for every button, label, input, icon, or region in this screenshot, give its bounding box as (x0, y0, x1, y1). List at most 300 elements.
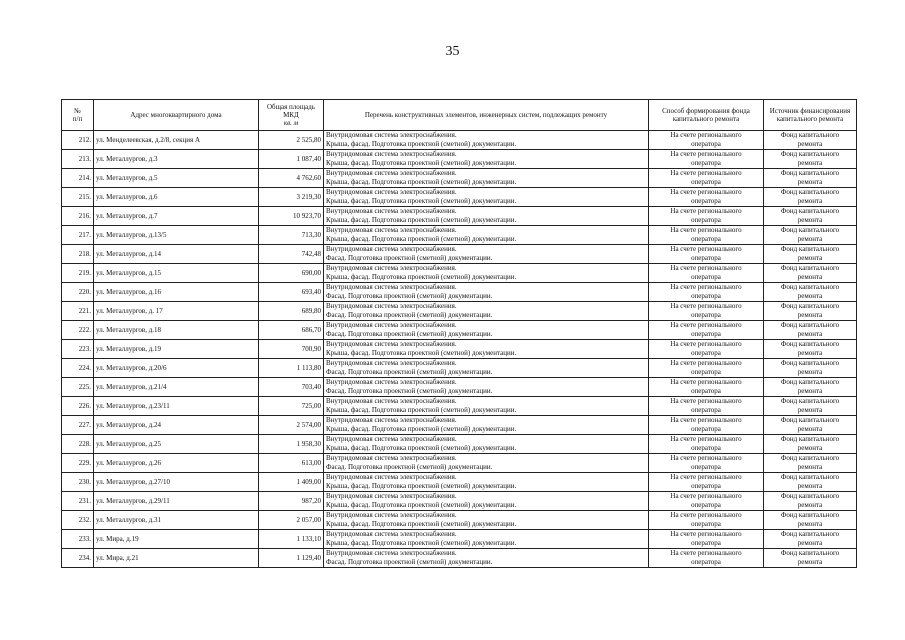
row-source-line1: Фонд капитального (780, 416, 840, 424)
row-method-line2: оператора (691, 197, 721, 205)
row-method-line1: На счете регионального (670, 359, 742, 367)
row-source (764, 264, 857, 283)
row-method (649, 378, 764, 397)
header-works: Перечень конструктивных элементов, инженерных систем, подлежащих ремонту (324, 100, 649, 131)
row-works-line2: Крыша, фасад. Подготовка проектной (сметной) документации. (326, 140, 517, 148)
header-source: Источник финансирования капитального ремонта (764, 100, 857, 131)
row-works-line1: Внутридомовая система электроснабжения. (326, 321, 457, 329)
row-source-line2: ремонта (797, 178, 823, 186)
table-row (62, 435, 857, 454)
row-area: 2 574,00 (259, 416, 324, 435)
row-address: ул. Металлургов, д.31 (94, 511, 259, 530)
row-works (324, 169, 649, 188)
row-address: ул. Металлургов, д.3 (94, 150, 259, 169)
row-method (649, 245, 764, 264)
row-method (649, 473, 764, 492)
row-works-line1: Внутридомовая система электроснабжения. (326, 340, 457, 348)
row-area: 1 958,30 (259, 435, 324, 454)
row-method-line1: На счете регионального (670, 150, 742, 158)
table-row (62, 321, 857, 340)
row-source-line2: ремонта (797, 330, 823, 338)
row-method-line2: оператора (691, 159, 721, 167)
table-row (62, 511, 857, 530)
table-row (62, 226, 857, 245)
row-method-line2: оператора (691, 482, 721, 490)
row-works-line2: Крыша, фасад. Подготовка проектной (сметной) документации. (326, 406, 517, 414)
row-num: 218. (62, 245, 94, 264)
row-area: 1 087,40 (259, 150, 324, 169)
row-source-line1: Фонд капитального (780, 340, 840, 348)
row-address: ул. Металлургов, д.5 (94, 169, 259, 188)
row-works-line2: Крыша, фасад. Подготовка проектной (сметной) документации. (326, 501, 517, 509)
row-source (764, 359, 857, 378)
row-area: 987,20 (259, 492, 324, 511)
row-address: ул. Металлургов, д.18 (94, 321, 259, 340)
row-source-line2: ремонта (797, 444, 823, 452)
row-method (649, 264, 764, 283)
row-source-line2: ремонта (797, 197, 823, 205)
row-num: 224. (62, 359, 94, 378)
row-method (649, 359, 764, 378)
row-works-line2: Фасад. Подготовка проектной (сметной) документации. (326, 558, 493, 566)
row-method (649, 435, 764, 454)
table-row (62, 283, 857, 302)
row-method-line1: На счете регионального (670, 530, 742, 538)
row-num: 230. (62, 473, 94, 492)
row-method (649, 207, 764, 226)
row-works (324, 435, 649, 454)
row-works-line1: Внутридомовая система электроснабжения. (326, 207, 457, 215)
row-method (649, 226, 764, 245)
row-address: ул. Металлургов, д.6 (94, 188, 259, 207)
row-method-line1: На счете регионального (670, 226, 742, 234)
row-address: ул. Металлургов, д.13/5 (94, 226, 259, 245)
row-method-line2: оператора (691, 292, 721, 300)
row-source (764, 283, 857, 302)
row-method-line2: оператора (691, 330, 721, 338)
row-area: 2 525,80 (259, 131, 324, 150)
row-method-line2: оператора (691, 368, 721, 376)
row-source-line1: Фонд капитального (780, 378, 840, 386)
row-source-line2: ремонта (797, 254, 823, 262)
row-method-line1: На счете регионального (670, 283, 742, 291)
row-address: ул. Металлургов, д.23/11 (94, 397, 259, 416)
row-method-line1: На счете регионального (670, 511, 742, 519)
row-works-line2: Фасад. Подготовка проектной (сметной) документации. (326, 254, 493, 262)
table-row (62, 131, 857, 150)
repair-register-table (61, 99, 857, 568)
table-row (62, 397, 857, 416)
row-method-line2: оператора (691, 501, 721, 509)
row-source-line1: Фонд капитального (780, 283, 840, 291)
row-works-line2: Крыша, фасад. Подготовка проектной (сметной) документации. (326, 216, 517, 224)
row-address: ул. Металлургов, д.26 (94, 454, 259, 473)
row-method (649, 492, 764, 511)
row-area: 742,48 (259, 245, 324, 264)
row-works-line2: Крыша, фасад. Подготовка проектной (сметной) документации. (326, 197, 517, 205)
row-source (764, 245, 857, 264)
row-area: 700,90 (259, 340, 324, 359)
row-works (324, 397, 649, 416)
table-row (62, 359, 857, 378)
row-works-line2: Крыша, фасад. Подготовка проектной (сметной) документации. (326, 159, 517, 167)
row-source-line1: Фонд капитального (780, 188, 840, 196)
row-method-line1: На счете регионального (670, 321, 742, 329)
row-num: 232. (62, 511, 94, 530)
row-area: 10 923,70 (259, 207, 324, 226)
row-method-line1: На счете регионального (670, 340, 742, 348)
row-area: 4 762,60 (259, 169, 324, 188)
row-works-line2: Крыша, фасад. Подготовка проектной (сметной) документации. (326, 349, 517, 357)
row-method-line1: На счете регионального (670, 454, 742, 462)
row-works-line1: Внутридомовая система электроснабжения. (326, 188, 457, 196)
row-source (764, 340, 857, 359)
row-source (764, 302, 857, 321)
row-works-line1: Внутридомовая система электроснабжения. (326, 492, 457, 500)
row-works (324, 549, 649, 568)
header-address: Адрес многоквартирного дома (94, 100, 259, 131)
row-address: ул. Металлургов, д.19 (94, 340, 259, 359)
row-source-line2: ремонта (797, 387, 823, 395)
row-num: 228. (62, 435, 94, 454)
row-works-line1: Внутридомовая система электроснабжения. (326, 530, 457, 538)
row-area: 1 409,00 (259, 473, 324, 492)
row-method (649, 169, 764, 188)
row-works-line1: Внутридомовая система электроснабжения. (326, 302, 457, 310)
row-works (324, 530, 649, 549)
row-works (324, 416, 649, 435)
row-works-line2: Крыша, фасад. Подготовка проектной (сметной) документации. (326, 444, 517, 452)
row-source-line2: ремонта (797, 311, 823, 319)
row-method (649, 302, 764, 321)
row-source (764, 226, 857, 245)
row-works (324, 473, 649, 492)
row-source-line2: ремонта (797, 463, 823, 471)
row-source-line2: ремонта (797, 368, 823, 376)
row-works-line1: Внутридомовая система электроснабжения. (326, 397, 457, 405)
row-area: 690,00 (259, 264, 324, 283)
row-method-line1: На счете регионального (670, 169, 742, 177)
row-works-line1: Внутридомовая система электроснабжения. (326, 131, 457, 139)
header-num (62, 100, 94, 131)
row-source-line1: Фонд капитального (780, 226, 840, 234)
row-method (649, 549, 764, 568)
row-source (764, 416, 857, 435)
row-num: 213. (62, 150, 94, 169)
table-row (62, 169, 857, 188)
row-method (649, 150, 764, 169)
row-method-line2: оператора (691, 235, 721, 243)
table-row (62, 264, 857, 283)
header-method: Способ формирования фонда капитального ремонта (649, 100, 764, 131)
row-area: 725,00 (259, 397, 324, 416)
table-row (62, 340, 857, 359)
row-num: 214. (62, 169, 94, 188)
row-works-line2: Крыша, фасад. Подготовка проектной (сметной) документации. (326, 235, 517, 243)
row-source-line1: Фонд капитального (780, 454, 840, 462)
row-address: ул. Металлургов, д.24 (94, 416, 259, 435)
row-source-line1: Фонд капитального (780, 150, 840, 158)
row-source (764, 207, 857, 226)
row-works-line1: Внутридомовая система электроснабжения. (326, 359, 457, 367)
row-area: 613,00 (259, 454, 324, 473)
row-works-line1: Внутридомовая система электроснабжения. (326, 416, 457, 424)
row-source (764, 454, 857, 473)
row-area: 2 057,00 (259, 511, 324, 530)
row-method (649, 530, 764, 549)
row-source-line2: ремонта (797, 558, 823, 566)
row-source-line1: Фонд капитального (780, 207, 840, 215)
row-source-line1: Фонд капитального (780, 359, 840, 367)
table-header-row (62, 100, 857, 131)
row-address: ул. Металлургов, д.21/4 (94, 378, 259, 397)
row-works-line2: Фасад. Подготовка проектной (сметной) документации. (326, 387, 493, 395)
row-works-line1: Внутридомовая система электроснабжения. (326, 169, 457, 177)
row-method-line1: На счете регионального (670, 416, 742, 424)
row-source-line1: Фонд капитального (780, 435, 840, 443)
row-method-line1: На счете регионального (670, 492, 742, 500)
row-source-line2: ремонта (797, 425, 823, 433)
row-works-line1: Внутридомовая система электроснабжения. (326, 511, 457, 519)
row-source-line2: ремонта (797, 159, 823, 167)
row-area: 693,40 (259, 283, 324, 302)
row-works-line2: Крыша, фасад. Подготовка проектной (сметной) документации. (326, 178, 517, 186)
row-source (764, 473, 857, 492)
row-works-line2: Крыша, фасад. Подготовка проектной (сметной) документации. (326, 539, 517, 547)
row-method (649, 511, 764, 530)
row-works-line2: Фасад. Подготовка проектной (сметной) документации. (326, 330, 493, 338)
row-source-line2: ремонта (797, 520, 823, 528)
row-works-line1: Внутридомовая система электроснабжения. (326, 435, 457, 443)
row-area: 1 113,80 (259, 359, 324, 378)
row-works-line2: Фасад. Подготовка проектной (сметной) документации. (326, 311, 493, 319)
row-works (324, 378, 649, 397)
row-num: 222. (62, 321, 94, 340)
row-method-line2: оператора (691, 178, 721, 186)
row-source-line1: Фонд капитального (780, 264, 840, 272)
row-method-line2: оператора (691, 140, 721, 148)
table-row (62, 416, 857, 435)
row-source (764, 188, 857, 207)
row-works-line2: Фасад. Подготовка проектной (сметной) документации. (326, 463, 493, 471)
row-address: ул. Металлургов, д.15 (94, 264, 259, 283)
row-source (764, 150, 857, 169)
row-address: ул. Металлургов, д. 17 (94, 302, 259, 321)
header-area-unit: кв. м (283, 119, 299, 127)
row-source (764, 321, 857, 340)
row-method-line2: оператора (691, 463, 721, 471)
row-num: 223. (62, 340, 94, 359)
row-works (324, 492, 649, 511)
row-works (324, 207, 649, 226)
row-source (764, 530, 857, 549)
row-method (649, 131, 764, 150)
row-source-line2: ремонта (797, 273, 823, 281)
row-num: 229. (62, 454, 94, 473)
row-source-line2: ремонта (797, 539, 823, 547)
header-area-label: Общая площадь МКД (266, 103, 316, 119)
row-num: 233. (62, 530, 94, 549)
row-source-line1: Фонд капитального (780, 492, 840, 500)
row-num: 219. (62, 264, 94, 283)
row-address: ул. Мира, д.21 (94, 549, 259, 568)
row-source-line1: Фонд капитального (780, 530, 840, 538)
row-source (764, 169, 857, 188)
row-source (764, 378, 857, 397)
row-address: ул. Металлургов, д.7 (94, 207, 259, 226)
row-source (764, 131, 857, 150)
page-number: 35 (445, 44, 460, 59)
row-works (324, 131, 649, 150)
row-method-line1: На счете регионального (670, 188, 742, 196)
row-method (649, 321, 764, 340)
row-source-line1: Фонд капитального (780, 131, 840, 139)
row-works-line1: Внутридомовая система электроснабжения. (326, 264, 457, 272)
row-works (324, 188, 649, 207)
row-works-line1: Внутридомовая система электроснабжения. (326, 378, 457, 386)
row-method-line1: На счете регионального (670, 245, 742, 253)
row-address: ул. Металлургов, д.14 (94, 245, 259, 264)
row-method-line2: оператора (691, 558, 721, 566)
table-row (62, 302, 857, 321)
row-method-line1: На счете регионального (670, 435, 742, 443)
row-num: 225. (62, 378, 94, 397)
row-num: 217. (62, 226, 94, 245)
row-method-line1: На счете регионального (670, 131, 742, 139)
row-works (324, 264, 649, 283)
row-method-line2: оператора (691, 444, 721, 452)
row-area: 1 129,40 (259, 549, 324, 568)
table-row (62, 492, 857, 511)
row-method (649, 397, 764, 416)
row-method-line2: оператора (691, 311, 721, 319)
row-area: 1 133,10 (259, 530, 324, 549)
row-method-line2: оператора (691, 254, 721, 262)
row-source-line2: ремонта (797, 235, 823, 243)
row-num: 227. (62, 416, 94, 435)
row-works (324, 283, 649, 302)
row-method-line2: оператора (691, 387, 721, 395)
row-method-line2: оператора (691, 425, 721, 433)
row-works-line1: Внутридомовая система электроснабжения. (326, 473, 457, 481)
row-works-line1: Внутридомовая система электроснабжения. (326, 245, 457, 253)
row-source (764, 511, 857, 530)
row-method-line1: На счете регионального (670, 397, 742, 405)
row-address: ул. Металлургов, д.16 (94, 283, 259, 302)
row-num: 220. (62, 283, 94, 302)
row-method-line2: оператора (691, 349, 721, 357)
table-body (62, 131, 857, 568)
row-source (764, 549, 857, 568)
row-method (649, 283, 764, 302)
row-method-line2: оператора (691, 520, 721, 528)
row-source-line1: Фонд капитального (780, 549, 840, 557)
header-area (259, 100, 324, 131)
row-works-line2: Фасад. Подготовка проектной (сметной) документации. (326, 368, 493, 376)
table-row (62, 378, 857, 397)
row-works-line1: Внутридомовая система электроснабжения. (326, 150, 457, 158)
row-method-line1: На счете регионального (670, 473, 742, 481)
row-works-line1: Внутридомовая система электроснабжения. (326, 454, 457, 462)
row-source (764, 397, 857, 416)
table-row (62, 473, 857, 492)
row-num: 215. (62, 188, 94, 207)
row-source-line2: ремонта (797, 482, 823, 490)
table-row (62, 188, 857, 207)
row-source-line1: Фонд капитального (780, 321, 840, 329)
row-source-line1: Фонд капитального (780, 397, 840, 405)
row-num: 234. (62, 549, 94, 568)
row-address: ул. Металлургов, д.25 (94, 435, 259, 454)
row-num: 216. (62, 207, 94, 226)
row-area: 703,40 (259, 378, 324, 397)
row-source (764, 492, 857, 511)
row-source-line2: ремонта (797, 406, 823, 414)
table-row (62, 454, 857, 473)
row-num: 226. (62, 397, 94, 416)
row-method-line2: оператора (691, 273, 721, 281)
row-works-line2: Крыша, фасад. Подготовка проектной (сметной) документации. (326, 520, 517, 528)
row-source-line1: Фонд капитального (780, 511, 840, 519)
row-address: ул. Менделеевская, д.2/8, секция А (94, 131, 259, 150)
row-method-line1: На счете регионального (670, 378, 742, 386)
row-works-line1: Внутридомовая система электроснабжения. (326, 283, 457, 291)
row-method-line1: На счете регионального (670, 302, 742, 310)
header-num-bottom: п/п (72, 115, 83, 123)
row-works-line1: Внутридомовая система электроснабжения. (326, 549, 457, 557)
row-method-line2: оператора (691, 539, 721, 547)
row-source-line2: ремонта (797, 216, 823, 224)
row-address: ул. Мира, д.19 (94, 530, 259, 549)
row-num: 221. (62, 302, 94, 321)
row-source-line2: ремонта (797, 292, 823, 300)
row-method (649, 416, 764, 435)
row-area: 689,80 (259, 302, 324, 321)
header-num-top: № (74, 107, 81, 115)
row-works-line2: Фасад. Подготовка проектной (сметной) документации. (326, 292, 493, 300)
row-method-line1: На счете регионального (670, 207, 742, 215)
row-address: ул. Металлургов, д.20/6 (94, 359, 259, 378)
table-row (62, 245, 857, 264)
row-source-line2: ремонта (797, 501, 823, 509)
row-area: 686,70 (259, 321, 324, 340)
row-method (649, 454, 764, 473)
table-row (62, 549, 857, 568)
row-works (324, 340, 649, 359)
row-method-line1: На счете регионального (670, 549, 742, 557)
row-works-line2: Крыша, фасад. Подготовка проектной (сметной) документации. (326, 482, 517, 490)
row-source-line2: ремонта (797, 349, 823, 357)
row-works (324, 302, 649, 321)
row-method-line2: оператора (691, 216, 721, 224)
row-method-line2: оператора (691, 406, 721, 414)
row-works-line1: Внутридомовая система электроснабжения. (326, 226, 457, 234)
row-source (764, 435, 857, 454)
row-method-line1: На счете регионального (670, 264, 742, 272)
row-address: ул. Металлургов, д.29/11 (94, 492, 259, 511)
table-row (62, 530, 857, 549)
row-source-line2: ремонта (797, 140, 823, 148)
row-works (324, 359, 649, 378)
row-source-line1: Фонд капитального (780, 473, 840, 481)
row-area: 713,30 (259, 226, 324, 245)
row-works (324, 150, 649, 169)
row-works-line2: Крыша, фасад. Подготовка проектной (сметной) документации. (326, 273, 517, 281)
row-address: ул. Металлургов, д.27/10 (94, 473, 259, 492)
row-source-line1: Фонд капитального (780, 169, 840, 177)
row-works-line2: Крыша, фасад. Подготовка проектной (сметной) документации. (326, 425, 517, 433)
row-num: 231. (62, 492, 94, 511)
